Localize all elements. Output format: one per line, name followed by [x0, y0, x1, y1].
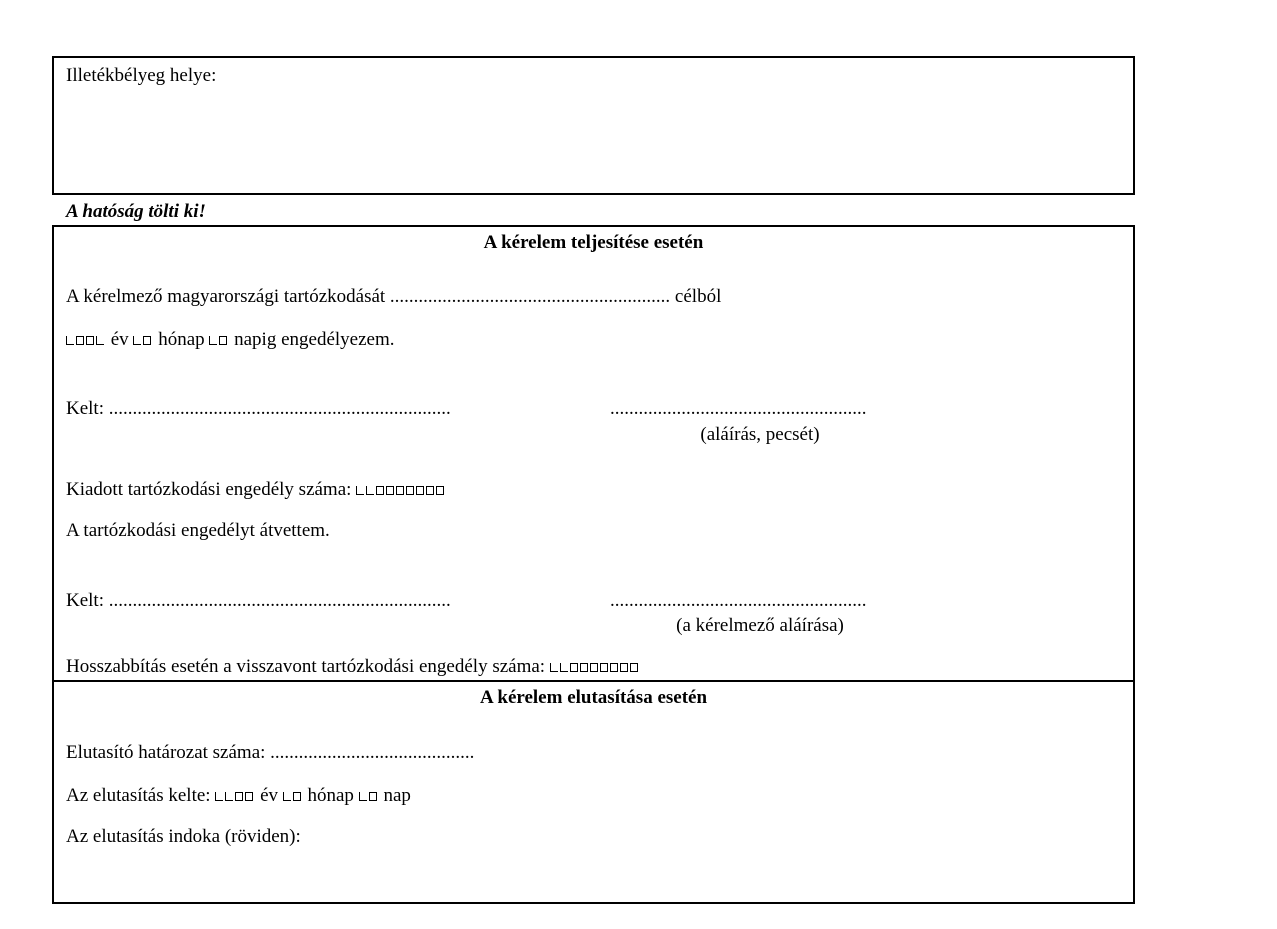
- section-divider: [52, 680, 1135, 682]
- approval-heading: A kérelem teljesítése esetén: [483, 232, 704, 253]
- duration-month-label: hónap: [158, 329, 205, 350]
- date2-label: Kelt:: [66, 590, 104, 611]
- signature2-caption: (a kérelmező aláírása): [676, 615, 844, 636]
- date-line: [66, 399, 451, 418]
- purpose-line-start: A kérelmező magyarországi tartózkodását: [66, 286, 386, 307]
- revoked-label: Hosszabbítás esetén a visszavont tartózkodási engedély száma:: [66, 656, 546, 677]
- decision-label: Elutasító határozat száma:: [66, 742, 266, 763]
- permit-number-label: Kiadott tartózkodási engedély száma:: [66, 479, 352, 500]
- stamp-label: Illetékbélyeg helye:: [66, 65, 217, 86]
- date2-line: [66, 591, 451, 610]
- purpose-line-end: célból: [674, 286, 722, 307]
- rejection-month-boxes: [283, 786, 303, 805]
- date-label: Kelt:: [66, 398, 104, 419]
- rejection-date-line: [66, 786, 411, 805]
- purpose-dots: ...........................................................: [389, 286, 671, 307]
- year-boxes: [66, 330, 106, 349]
- date2-dots: ........................................................................: [108, 590, 451, 611]
- revoked-permit-line: [66, 657, 640, 676]
- rejection-year-boxes: [215, 786, 255, 805]
- rejection-day-label: nap: [383, 785, 411, 806]
- date-dots: ........................................................................: [108, 398, 451, 419]
- rejection-heading: A kérelem elutasítása esetén: [479, 687, 708, 708]
- rejection-month-label: hónap: [307, 785, 354, 806]
- revoked-number-boxes: [550, 657, 640, 676]
- decision-line: [66, 743, 474, 762]
- duration-year-label: év: [110, 329, 129, 350]
- rejection-day-boxes: [359, 786, 379, 805]
- month-boxes: [133, 330, 153, 349]
- decision-dots: ...........................................: [270, 742, 475, 763]
- permit-number-line: [66, 480, 446, 499]
- authority-note: A hatóság tölti ki!: [66, 201, 206, 222]
- duration-day-label: napig engedélyezem.: [234, 329, 395, 350]
- duration-line: [66, 330, 395, 349]
- rejection-date-label: Az elutasítás kelte:: [66, 785, 211, 806]
- permit-number-boxes: [356, 480, 446, 499]
- signature-caption: (aláírás, pecsét): [700, 424, 820, 445]
- signature-dots: ......................................................: [610, 398, 867, 419]
- day-boxes: [209, 330, 229, 349]
- rejection-year-label: év: [260, 785, 278, 806]
- reason-label: Az elutasítás indoka (röviden):: [66, 826, 301, 847]
- signature2-dots: ......................................................: [610, 590, 867, 611]
- purpose-line: [66, 287, 721, 306]
- received-text: A tartózkodási engedélyt átvettem.: [66, 520, 330, 541]
